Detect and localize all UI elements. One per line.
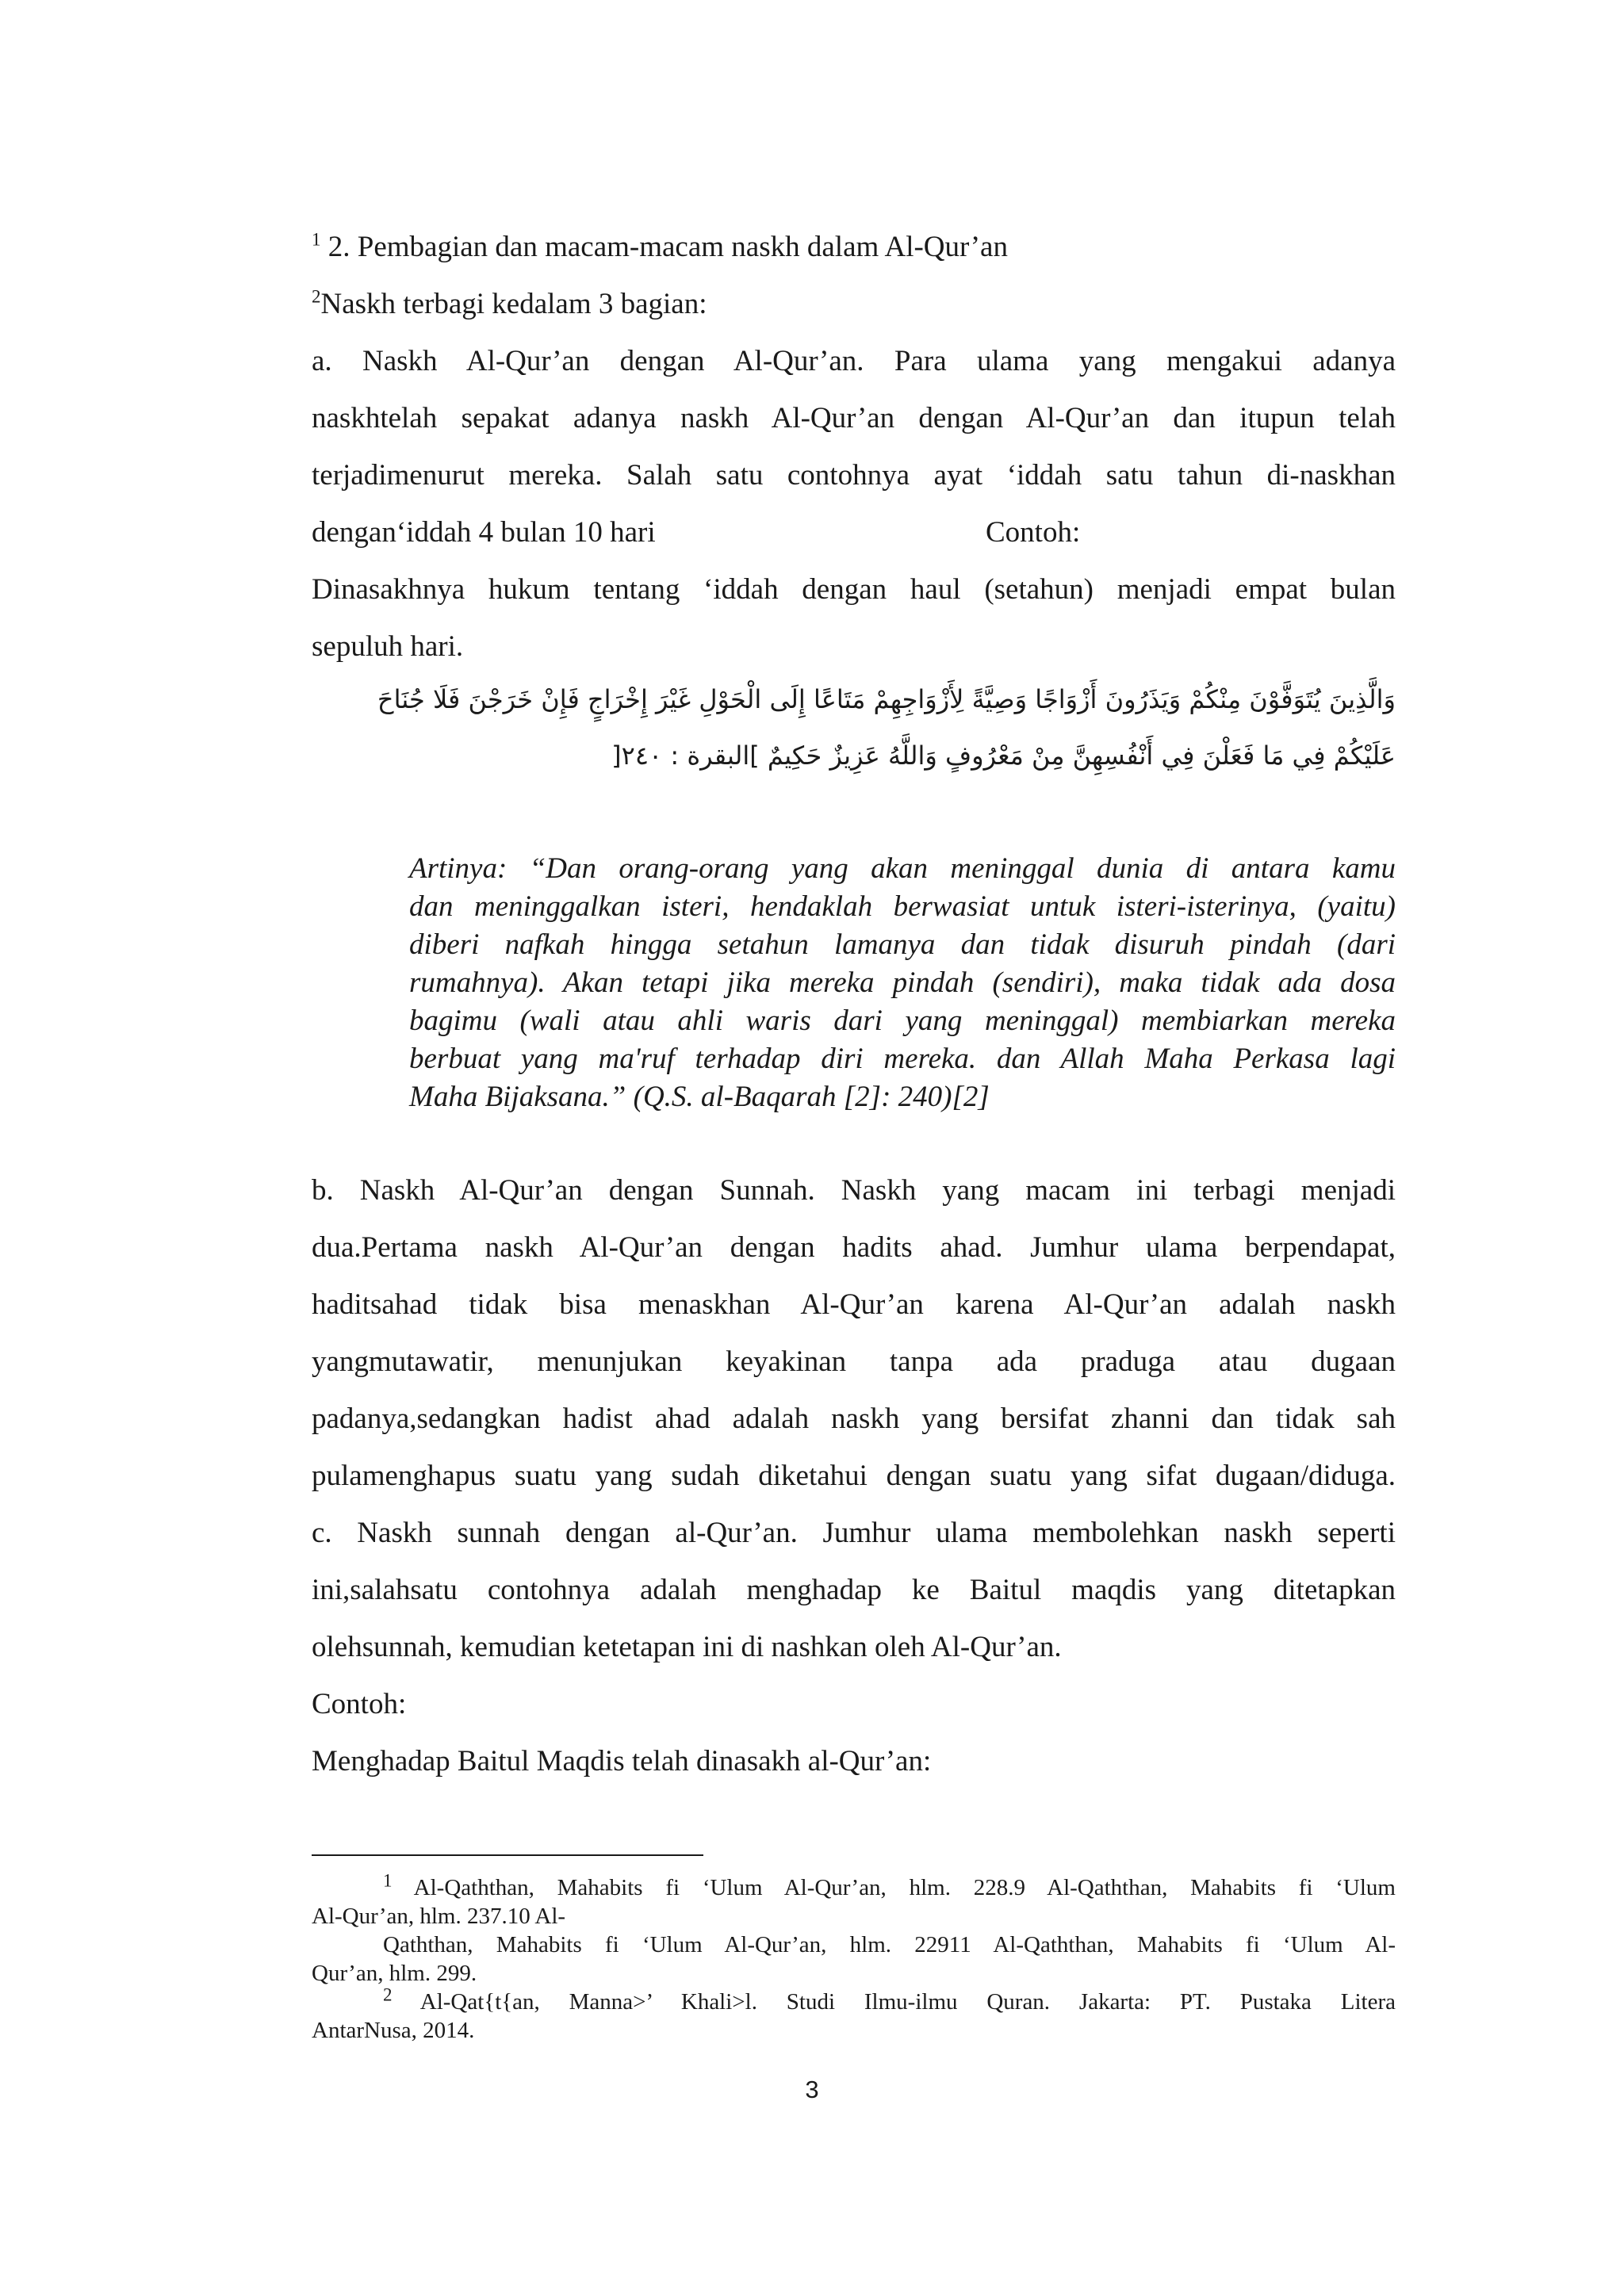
- quote-line: Artinya: “Dan orang-orang yang akan meninggal dunia di antara kamu: [409, 852, 1396, 885]
- quote-line: rumahnya). Akan tetapi jika mereka pindah (sendiri), maka tidak ada dosa: [409, 966, 1396, 999]
- footnote-number: 2: [383, 1984, 393, 2005]
- contoh-label: Contoh:: [986, 516, 1081, 549]
- footnote-ref-2: 2: [312, 286, 321, 307]
- paragraph-a-line: dengan‘iddah 4 bulan 10 hari Contoh:: [312, 516, 1081, 549]
- paragraph-c-line: c. Naskh sunnah dengan al-Qur’an. Jumhur ulama membolehkan naskh seperti: [312, 1517, 1396, 1549]
- section-heading: $^1$ 2. Pembagian dan macam-macam naskh dalam Al-Qur’an: [312, 229, 1008, 263]
- paragraph-c-line: ini,salahsatu contohnya adalah menghadap ke Baitul maqdis yang ditetapkan: [312, 1574, 1396, 1606]
- contoh-label: Contoh:: [312, 1688, 407, 1720]
- quote-line: dan meninggalkan isteri, hendaklah berwasiat untuk isteri-isterinya, (yaitu): [409, 890, 1396, 923]
- paragraph-b-line: pulamenghapus suatu yang sudah diketahui dengan suatu yang sifat dugaan/diduga.: [312, 1460, 1396, 1492]
- example-a-line: sepuluh hari.: [312, 630, 464, 663]
- footnote-number: 1: [383, 1870, 393, 1891]
- footnote-separator: [312, 1854, 703, 1856]
- paragraph-a-line: a. Naskh Al-Qur’an dengan Al-Qur’an. Para ulama yang mengakui adanya: [312, 345, 1396, 377]
- quote-line: Maha Bijaksana.” (Q.S. al-Baqarah [2]: 240)[2]: [409, 1081, 990, 1113]
- paragraph-a-line: naskhtelah sepakat adanya naskh Al-Qur’an dengan Al-Qur’an dan itupun telah: [312, 402, 1396, 434]
- arabic-verse-line: عَلَيْكُمْ فِي مَا فَعَلْنَ فِي أَنْفُسِهِنَّ مِنْ مَعْرُوفٍ وَاللَّهُ عَزِيزٌ حَكِيمٌ ]البقرة : ٢٤٠[: [611, 740, 1396, 771]
- paragraph-b-line: dua.Pertama naskh Al-Qur’an dengan hadits ahad. Jumhur ulama berpendapat,: [312, 1231, 1396, 1264]
- paragraph-b-line: padanya,sedangkan hadist ahad adalah naskh yang bersifat zhanni dan tidak sah: [312, 1402, 1396, 1435]
- example-a-line: Dinasakhnya hukum tentang ‘iddah dengan haul (setahun) menjadi empat bulan: [312, 573, 1396, 606]
- quote-line: diberi nafkah hingga setahun lamanya dan tidak disuruh pindah (dari: [409, 928, 1396, 961]
- paragraph-b-line: yangmutawatir, menunjukan keyakinan tanpa ada praduga atau dugaan: [312, 1345, 1396, 1378]
- example-c-line: Menghadap Baitul Maqdis telah dinasakh al-Qur’an:: [312, 1745, 932, 1777]
- footnote-2: $^2$ Al-Qat{t{an, Manna>’ Khali>l. Studi Ilmu-ilmu Quran. Jakarta: PT. Pustaka Litera AntarNusa, 2014.: [312, 1984, 1396, 2043]
- arabic-verse-line: وَالَّذِينَ يُتَوَفَّوْنَ مِنْكُمْ وَيَذَرُونَ أَزْوَاجًا وَصِيَّةً لِأَزْوَاجِهِمْ مَتَاعًا إِلَى الْحَوْلِ غَيْرَ إِخْرَاجٍ فَإِنْ خَرَجْنَ فَلَا جُنَاحَ: [377, 684, 1396, 714]
- intro-line: $^2$Naskh terbagi kedalam 3 bagian:: [312, 286, 707, 320]
- page-number: 3: [805, 2076, 819, 2103]
- translation-quote: [409, 850, 1396, 1116]
- quote-line: bagimu (wali atau ahli waris dari yang meninggal) membiarkan mereka: [409, 1004, 1396, 1037]
- quote-line: berbuat yang ma'ruf terhadap diri mereka. dan Allah Maha Perkasa lagi: [409, 1043, 1396, 1075]
- paragraph-a-line: terjadimenurut mereka. Salah satu contohnya ayat ‘iddah satu tahun di-naskhan: [312, 459, 1396, 492]
- paragraph-b-line: haditsahad tidak bisa menaskhan Al-Qur’an karena Al-Qur’an adalah naskh: [312, 1288, 1396, 1321]
- paragraph-c-line: olehsunnah, kemudian ketetapan ini di nashkan oleh Al-Qur’an.: [312, 1631, 1062, 1663]
- footnote-1: $^1$ Al-Qaththan, Mahabits fi ‘Ulum Al-Qur’an, hlm. 228.9 Al-Qaththan, Mahabits fi ‘Ulum Al-Qur’an, hlm. 237.10 Al- Qaththan, Mahabits fi ‘Ulum Al-Qur’an, hlm. 22911 Al-Qaththan, Mahabits fi ‘Ulum Al- Qur’an, hlm. 299.: [312, 1870, 1396, 1986]
- paragraph-b-line: b. Naskh Al-Qur’an dengan Sunnah. Naskh yang macam ini terbagi menjadi: [312, 1174, 1396, 1207]
- footnote-ref-1: 1: [312, 229, 321, 250]
